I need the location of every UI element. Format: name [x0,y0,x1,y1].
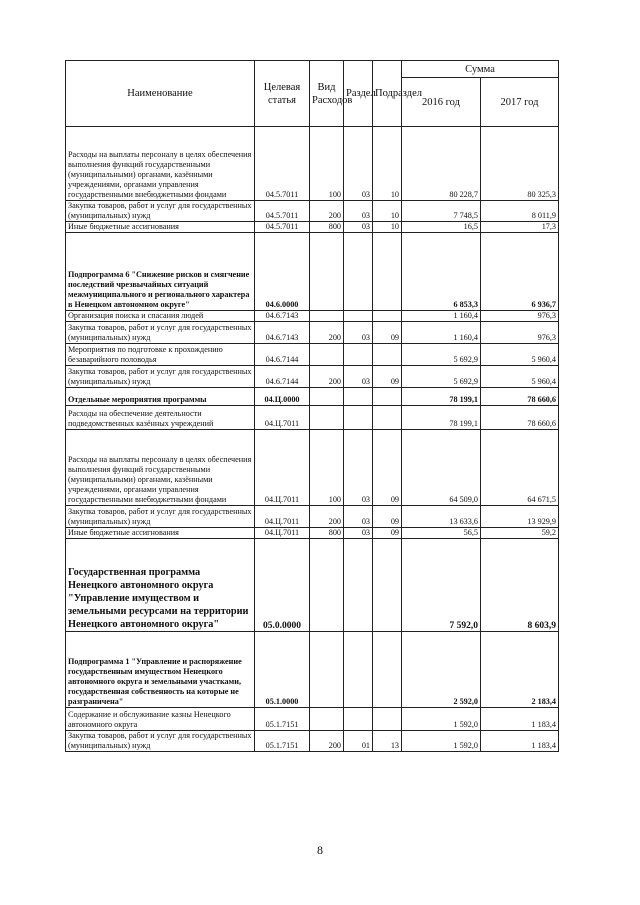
header-section: Раздел [344,61,373,127]
row-subsection: 13 [373,731,402,752]
row-target: 05.1.7151 [255,731,310,752]
row-2016: 7 592,0 [402,539,481,632]
row-exp-type: 800 [310,222,344,233]
table-row [66,233,559,311]
row-2016: 80 228,7 [402,127,481,201]
row-subsection: 10 [373,222,402,233]
row-subsection [373,344,402,366]
header-exp-type: Вид Расходов [310,61,344,127]
row-2016: 5 692,9 [402,344,481,366]
row-exp-type: 200 [310,322,344,344]
row-name: Отдельные мероприятия программы [66,388,255,406]
table-row [66,528,559,539]
row-name: Подпрограмма 1 "Управление и распоряжение государственным имуществом Ненецкого автономного округа и земельными участками, государственная собственность на которые не разграничена" [66,632,255,708]
header-2016: 2016 год [402,78,481,127]
table-row [66,708,559,731]
row-subsection [373,406,402,430]
row-target: 04.Ц.7011 [255,430,310,506]
row-2017: 976,3 [481,311,559,322]
row-name: Закупка товаров, работ и услуг для государственных (муниципальных) нужд [66,506,255,528]
row-exp-type: 100 [310,430,344,506]
row-2017: 5 960,4 [481,366,559,388]
row-subsection: 09 [373,430,402,506]
row-section [344,311,373,322]
row-2016: 1 592,0 [402,708,481,731]
row-name: Государственная программа Ненецкого автономного округа "Управление имуществом и земельными ресурсами на территории Ненецкого автономного округа" [66,539,255,632]
row-target: 04.Ц.0000 [255,388,310,406]
row-name: Расходы на выплаты персоналу в целях обеспечения выполнения функций государственными (муниципальными) органами, казёнными учреждениями, органами управления государственными внебюджетными фондами [66,430,255,506]
table-row [66,430,559,506]
page-number: 8 [317,843,323,857]
row-2016: 78 199,1 [402,388,481,406]
table-row [66,406,559,430]
row-2016: 7 748,5 [402,201,481,222]
header-target: Целевая статья [255,61,310,127]
row-subsection [373,233,402,311]
row-2016: 1 160,4 [402,311,481,322]
row-section: 03 [344,528,373,539]
row-2017: 6 936,7 [481,233,559,311]
header-name: Наименование [66,61,255,127]
row-section: 03 [344,127,373,201]
table-row [66,366,559,388]
row-section [344,388,373,406]
table-row [66,322,559,344]
row-name: Подпрограмма 6 "Снижение рисков и смягчение последствий чрезвычайных ситуаций межмуниципального и регионального характера в Ненецком автономном округе" [66,233,255,311]
row-2016: 2 592,0 [402,632,481,708]
row-exp-type [310,344,344,366]
row-subsection: 09 [373,528,402,539]
row-2017: 8 603,9 [481,539,559,632]
header-subsection: Подраздел [373,61,402,127]
row-section: 03 [344,201,373,222]
row-2016: 64 509,0 [402,430,481,506]
table-row [66,344,559,366]
row-2016: 13 633,6 [402,506,481,528]
row-target: 04.5.7011 [255,222,310,233]
table-row [66,311,559,322]
row-section: 03 [344,322,373,344]
row-name: Закупка товаров, работ и услуг для государственных (муниципальных) нужд [66,366,255,388]
row-section [344,632,373,708]
table-row [66,731,559,752]
row-2016: 1 160,4 [402,322,481,344]
table-row [66,222,559,233]
row-exp-type: 200 [310,731,344,752]
row-target: 04.Ц.7011 [255,406,310,430]
row-subsection [373,388,402,406]
row-target: 05.0.0000 [255,539,310,632]
row-name: Расходы на обеспечение деятельности подведомственных казённых учреждений [66,406,255,430]
table-row [66,127,559,201]
row-exp-type [310,708,344,731]
row-2017: 78 660,6 [481,388,559,406]
row-exp-type [310,233,344,311]
row-2017: 976,3 [481,322,559,344]
row-exp-type [310,311,344,322]
table-row [66,506,559,528]
row-2017: 17,3 [481,222,559,233]
header-2017: 2017 год [481,78,559,127]
row-2017: 1 183,4 [481,708,559,731]
row-subsection: 09 [373,506,402,528]
row-subsection: 10 [373,127,402,201]
row-name: Закупка товаров, работ и услуг для государственных (муниципальных) нужд [66,731,255,752]
row-2017: 59,2 [481,528,559,539]
row-target: 04.5.7011 [255,201,310,222]
row-subsection: 10 [373,201,402,222]
row-2017: 5 960,4 [481,344,559,366]
row-2016: 78 199,1 [402,406,481,430]
row-2016: 1 592,0 [402,731,481,752]
table-row [66,539,559,632]
table-row [66,201,559,222]
row-target: 04.Ц.7011 [255,506,310,528]
row-name: Организация поиска и спасания людей [66,311,255,322]
row-2016: 16,5 [402,222,481,233]
row-target: 04.6.7143 [255,322,310,344]
row-2016: 56,5 [402,528,481,539]
row-name: Иные бюджетные ассигнования [66,222,255,233]
row-subsection: 09 [373,366,402,388]
row-exp-type [310,632,344,708]
row-name: Расходы на выплаты персоналу в целях обеспечения выполнения функций государственными (муниципальными) органами, казёнными учреждениями, органами управления государственными внебюджетными фондами [66,127,255,201]
row-exp-type: 200 [310,366,344,388]
row-section: 03 [344,506,373,528]
row-2017: 8 011,9 [481,201,559,222]
row-2017: 64 671,5 [481,430,559,506]
row-subsection [373,311,402,322]
row-name: Закупка товаров, работ и услуг для государственных (муниципальных) нужд [66,201,255,222]
row-subsection [373,632,402,708]
row-exp-type: 200 [310,201,344,222]
row-target: 04.Ц.7011 [255,528,310,539]
row-2016: 6 853,3 [402,233,481,311]
row-name: Содержание и обслуживание казны Ненецкого автономного округа [66,708,255,731]
row-section: 03 [344,430,373,506]
header-sum: Сумма [402,61,559,78]
row-section: 03 [344,366,373,388]
row-section [344,539,373,632]
row-target: 05.1.7151 [255,708,310,731]
row-exp-type: 100 [310,127,344,201]
row-2016: 5 692,9 [402,366,481,388]
row-exp-type: 200 [310,506,344,528]
row-2017: 13 929,9 [481,506,559,528]
table-row [66,632,559,708]
row-section [344,406,373,430]
row-exp-type [310,539,344,632]
row-2017: 2 183,4 [481,632,559,708]
row-target: 04.6.7144 [255,366,310,388]
row-exp-type [310,388,344,406]
row-name: Иные бюджетные ассигнования [66,528,255,539]
row-section [344,233,373,311]
row-section: 01 [344,731,373,752]
row-exp-type [310,406,344,430]
row-target: 04.5.7011 [255,127,310,201]
budget-table [65,60,559,752]
row-target: 05.1.0000 [255,632,310,708]
row-section [344,344,373,366]
row-name: Закупка товаров, работ и услуг для государственных (муниципальных) нужд [66,322,255,344]
table-row [66,388,559,406]
row-exp-type: 800 [310,528,344,539]
row-2017: 1 183,4 [481,731,559,752]
row-subsection [373,708,402,731]
row-2017: 80 325,3 [481,127,559,201]
row-2017: 78 660,6 [481,406,559,430]
row-name: Мероприятия по подготовке к прохождению безаварийного половодья [66,344,255,366]
row-subsection: 09 [373,322,402,344]
row-section: 03 [344,222,373,233]
row-target: 04.6.7144 [255,344,310,366]
row-section [344,708,373,731]
row-subsection [373,539,402,632]
row-target: 04.6.0000 [255,233,310,311]
row-target: 04.6.7143 [255,311,310,322]
